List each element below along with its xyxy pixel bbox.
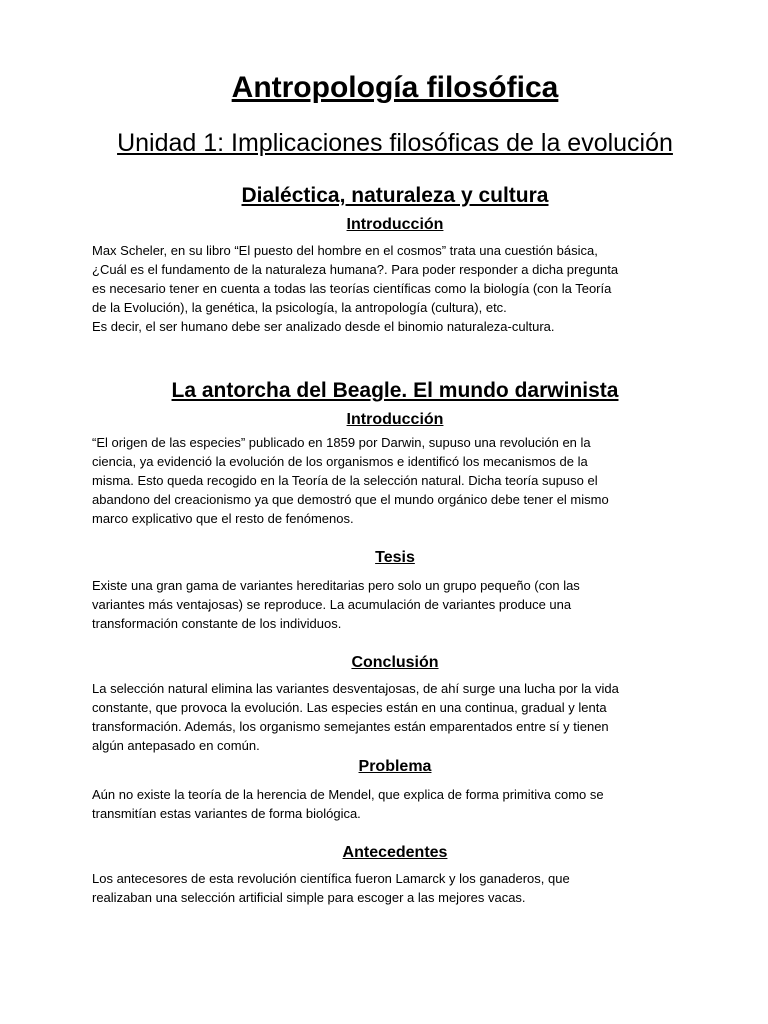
heading-conclusion: Conclusión [351,654,439,671]
document-title: Antropología filosófica [231,71,559,104]
heading-introduccion-1: Introducción [346,216,444,233]
text-line: ciencia, ya evidenció la evolución de los organismos e identificó los mecanismos de la [92,454,588,469]
text-line: Es decir, el ser humano debe ser analizado desde el binomio naturaleza-cultura. [92,319,555,334]
text-line: constante, que provoca la evolución. Las especies están en una continua, gradual y lenta [92,700,607,715]
text-line: transformación. Además, los organismo semejantes están emparentados entre sí y tienen [92,719,609,734]
heading-antecedentes: Antecedentes [342,844,448,861]
paragraph-antecedentes [92,869,698,907]
section-title-dialectica: Dialéctica, naturaleza y cultura [241,184,549,207]
text-line: variantes más ventajosas) se reproduce. La acumulación de variantes produce una [92,597,572,612]
text-line: transformación constante de los individuos. [92,616,342,631]
heading-problema: Problema [358,758,432,775]
text-line: Los antecesores de esta revolución científica fueron Lamarck y los ganaderos, que [92,871,570,886]
text-line: misma. Esto queda recogido en la Teoría de la selección natural. Dicha teoría supuso el [92,473,598,488]
section-title-beagle: La antorcha del Beagle. El mundo darwinista [171,379,619,402]
text-line: ¿Cuál es el fundamento de la naturaleza humana?. Para poder responder a dicha pregunta [92,262,619,277]
text-line: realizaban una selección artificial simple para escoger a las mejores vacas. [92,890,526,905]
text-line: Aún no existe la teoría de la herencia de Mendel, que explica de forma primitiva como se [92,787,604,802]
text-line: de la Evolución), la genética, la psicología, la antropología (cultura), etc. [92,300,507,315]
unit-title: Unidad 1: Implicaciones filosóficas de la evolución [117,129,673,157]
text-line: Existe una gran gama de variantes hereditarias pero solo un grupo pequeño (con las [92,578,580,593]
paragraph-tesis [92,576,698,633]
text-line: transmitían estas variantes de forma biológica. [92,806,361,821]
paragraph-introduccion-1 [92,241,698,336]
text-line: marco explicativo que el resto de fenómenos. [92,511,354,526]
paragraph-problema [92,785,698,823]
text-line: es necesario tener en cuenta a todas las teorías científicas como la biología (con la Teoría [92,281,612,296]
text-line: La selección natural elimina las variantes desventajosas, de ahí surge una lucha por la vida [92,681,619,696]
text-line: abandono del creacionismo ya que demostró que el mundo orgánico debe tener el mismo [92,492,609,507]
heading-introduccion-2: Introducción [346,411,444,428]
paragraph-conclusion [92,679,698,755]
text-line: algún antepasado en común. [92,738,260,753]
text-line: “El origen de las especies” publicado en 1859 por Darwin, supuso una revolución en la [92,435,591,450]
paragraph-introduccion-2 [92,433,698,528]
heading-tesis: Tesis [375,549,415,566]
text-line: Max Scheler, en su libro “El puesto del hombre en el cosmos” trata una cuestión básica, [92,243,598,258]
